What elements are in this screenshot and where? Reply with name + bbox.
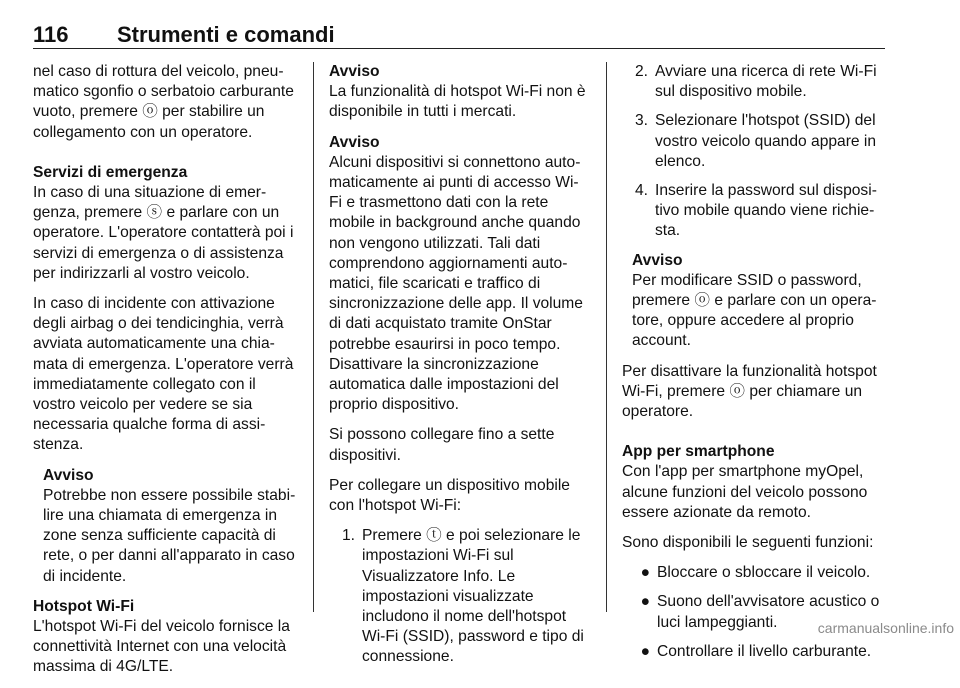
column-1 [33,62,298,688]
list-number: 4. [634,182,648,200]
page-number: 116 [33,22,69,47]
page-title: Strumenti e comandi [117,22,335,47]
note-text: La funzionalità di hotspot Wi-Fi non è disponibile in tutti i mercati. [329,83,586,121]
section-heading-hotspot: Hotspot Wi-Fi [33,597,135,615]
list-text: Controllare il livello carburante. [657,642,872,660]
page-header [33,0,885,49]
note-box [33,466,298,587]
paragraph: Si possono collegare fino a sette dispositivi. [329,426,555,464]
bullet-icon: ● [640,642,650,660]
paragraph: Per collegare un dispositivo mobile con l'hotspot Wi-Fi: [329,476,570,515]
note-heading: Avviso [43,466,94,484]
paragraph: In caso di una situazione di emergenza, premere ⓢ e parlare con un operatore. L'operatore contatterà poi i servizi di emergenza o di assistenza per indirizzarli al vostro veicolo. [33,184,294,282]
note-heading: Avviso [329,63,380,80]
note-heading: Avviso [329,133,380,151]
paragraph: Per disattivare la funzionalità hotspot Wi-Fi, premere ⓞ per chiamare un operatore. [622,362,877,421]
column-divider [313,62,314,612]
column-divider [606,62,607,612]
list-item [622,62,887,102]
list-number: 3. [634,112,648,130]
note-text: Potrebbe non essere possibile stabilire una chiamata di emergenza in zone senza sufficiente capacità di rete, o per danni all'apparato in caso di incidente. [43,486,296,585]
list-number: 1. [341,527,355,545]
list-item [329,526,591,667]
section-heading-app: App per smartphone [622,443,775,461]
section-heading-emergency: Servizi di emergenza [33,163,188,181]
list-text: Suono dell'avvisatore acustico o luci lampeggianti. [657,593,880,631]
list-text: Premere ⓣ e poi selezionare le impostazioni Wi-Fi sul Visualizzatore Info. Le impostazioni visualizzate includono il nome dell'hotspot Wi-Fi (SSID), password e tipo di connessione. [362,527,584,666]
bullet-item [622,642,887,662]
paragraph: In caso di incidente con attivazione degli airbag o dei tendicinghia, verrà avviata automaticamente una chiamata di emergenza. L'operatore verrà immediatamente collegato con il vostro veicolo per vedere se sia necessaria qualche forma di assistenza. [33,295,294,454]
column-3 [622,62,887,671]
list-text: Inserire la password sul dispositivo mobile quando viene richiesta. [655,182,877,240]
list-item [622,111,887,172]
note-text: Alcuni dispositivi si connettono automaticamente ai punti di accesso Wi-Fi e trasmettono dati con la rete mobile in background anche quando non vengono utilizzati. Tali dati comprendono aggiornamenti automatici, file scaricati e traffico di sincronizzazione delle app. Il volume di dati acquistato tramite OnStar potrebbe esaurirsi in poco tempo. Disattivare la sincronizzazione automatica dalle impostazioni del proprio dispositivo. [329,153,583,414]
column-2 [329,62,591,677]
bullet-icon: ● [640,593,650,611]
paragraph: L'hotspot Wi-Fi del veicolo fornisce la connettività Internet con una velocità massima di 4G/LTE. [33,618,290,676]
list-text: Avviare una ricerca di rete Wi-Fi sul dispositivo mobile. [655,63,877,101]
list-text: Bloccare o sbloccare il veicolo. [657,564,871,582]
watermark: carmanualsonline.info [817,620,954,636]
note-text: Per modificare SSID o password, premere ⓞ e parlare con un operatore, oppure accedere al proprio account. [632,271,877,350]
bullet-item [622,563,887,583]
note-heading: Avviso [632,251,683,269]
paragraph: Con l'app per smartphone myOpel, alcune funzioni del veicolo possono essere azionate da remoto. [622,463,868,521]
intro-paragraph: nel caso di rottura del veicolo, pneumatico sgonfio o serbatoio carburante vuoto, premere ⓞ per stabilire un collegamento con un operatore. [33,63,294,141]
list-item [622,181,887,242]
list-number: 2. [634,63,648,80]
note-box [622,251,887,352]
list-text: Selezionare l'hotspot (SSID) del vostro veicolo quando appare in elenco. [655,112,877,170]
paragraph: Sono disponibili le seguenti funzioni: [622,534,874,552]
bullet-icon: ● [640,564,650,582]
